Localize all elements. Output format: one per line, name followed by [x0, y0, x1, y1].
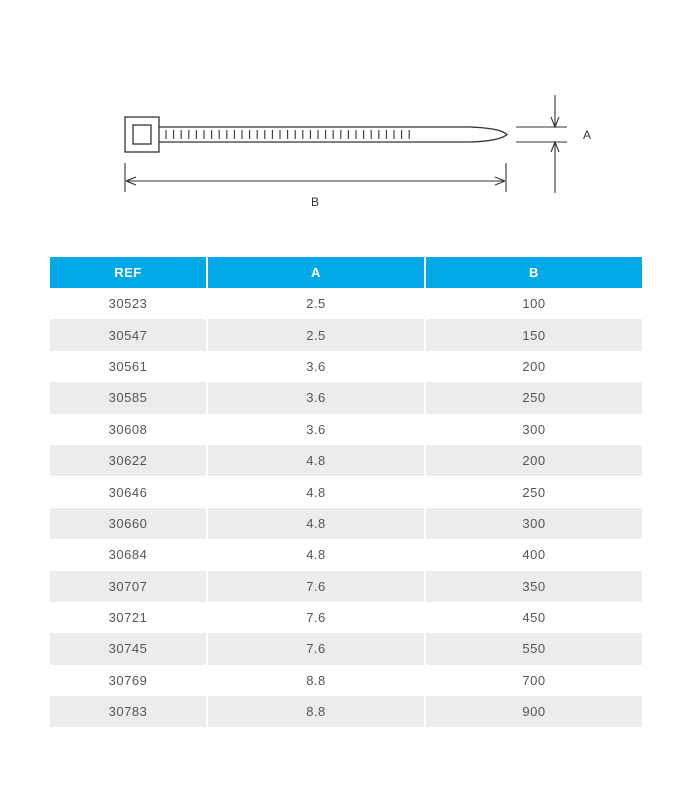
- cell-ref: 30721: [108, 610, 148, 626]
- cell-a: 7.6: [207, 602, 425, 633]
- cable-tie-diagram: [0, 0, 700, 230]
- cell-a: 7.6: [207, 571, 425, 602]
- cell-b: 250: [425, 476, 642, 507]
- table-row: [50, 351, 642, 382]
- cell-b: 200: [425, 351, 642, 382]
- cell-ref: 30769: [108, 672, 148, 688]
- table-row: [50, 696, 642, 727]
- cell-a: 3.6: [207, 414, 425, 445]
- cell-ref: 30783: [50, 696, 207, 727]
- header-b: B: [425, 257, 642, 288]
- table-row: [50, 445, 642, 476]
- cell-ref: 30523: [108, 296, 148, 312]
- cell-a: 2.5: [207, 288, 425, 319]
- table-row: [50, 633, 642, 664]
- cell-ref: 30622: [50, 445, 207, 476]
- table-row: [50, 508, 642, 539]
- cell-a: 4.8: [207, 476, 425, 507]
- dimension-b-label: B: [310, 195, 320, 209]
- cell-a: 4.8: [207, 445, 425, 476]
- table-row: [50, 319, 642, 350]
- table-row: [50, 665, 642, 696]
- cell-ref: 30608: [108, 421, 148, 437]
- cell-a: 2.5: [207, 319, 425, 350]
- cell-a: 8.8: [207, 696, 425, 727]
- cell-b: 550: [425, 633, 642, 664]
- table-row: [50, 571, 642, 602]
- cell-b: 400: [425, 539, 642, 570]
- cell-b: 300: [425, 414, 642, 445]
- tie-head-slot: [133, 125, 151, 144]
- cell-ref: 30660: [50, 508, 207, 539]
- cell-b: 300: [425, 508, 642, 539]
- header-ref: REF: [50, 257, 207, 288]
- cell-b: 150: [425, 319, 642, 350]
- cell-b: 350: [425, 571, 642, 602]
- cell-b: 900: [425, 696, 642, 727]
- cell-ref: 30745: [50, 633, 207, 664]
- spec-table: [50, 257, 642, 727]
- cell-a: 4.8: [207, 508, 425, 539]
- cell-b: 250: [425, 382, 642, 413]
- cell-a: 7.6: [207, 633, 425, 664]
- cell-ref: 30585: [50, 382, 207, 413]
- table-row: [50, 476, 642, 507]
- tie-head: [125, 117, 159, 152]
- cell-b: 100: [425, 288, 642, 319]
- cell-ref: 30707: [50, 571, 207, 602]
- cell-b: 700: [425, 665, 642, 696]
- cell-a: 4.8: [207, 539, 425, 570]
- cell-a: 8.8: [207, 665, 425, 696]
- table-row: [50, 288, 642, 319]
- cell-b: 450: [425, 602, 642, 633]
- dimension-b: [125, 163, 506, 192]
- cable-tie-drawing: [125, 117, 507, 152]
- cell-ref: 30561: [108, 358, 148, 374]
- table-row: [50, 539, 642, 570]
- table-row: [50, 414, 642, 445]
- cell-ref: 30646: [108, 484, 148, 500]
- cell-ref: 30547: [50, 319, 207, 350]
- cell-ref: 30684: [108, 547, 148, 563]
- table-row: [50, 602, 642, 633]
- cell-a: 3.6: [207, 351, 425, 382]
- dimension-a: [516, 95, 567, 193]
- header-a: A: [207, 257, 425, 288]
- cell-b: 200: [425, 445, 642, 476]
- tie-teeth: [166, 130, 409, 139]
- cell-a: 3.6: [207, 382, 425, 413]
- table-header-row: [50, 257, 642, 288]
- dimension-a-label: A: [582, 128, 592, 142]
- table-row: [50, 382, 642, 413]
- table-body: [50, 288, 642, 727]
